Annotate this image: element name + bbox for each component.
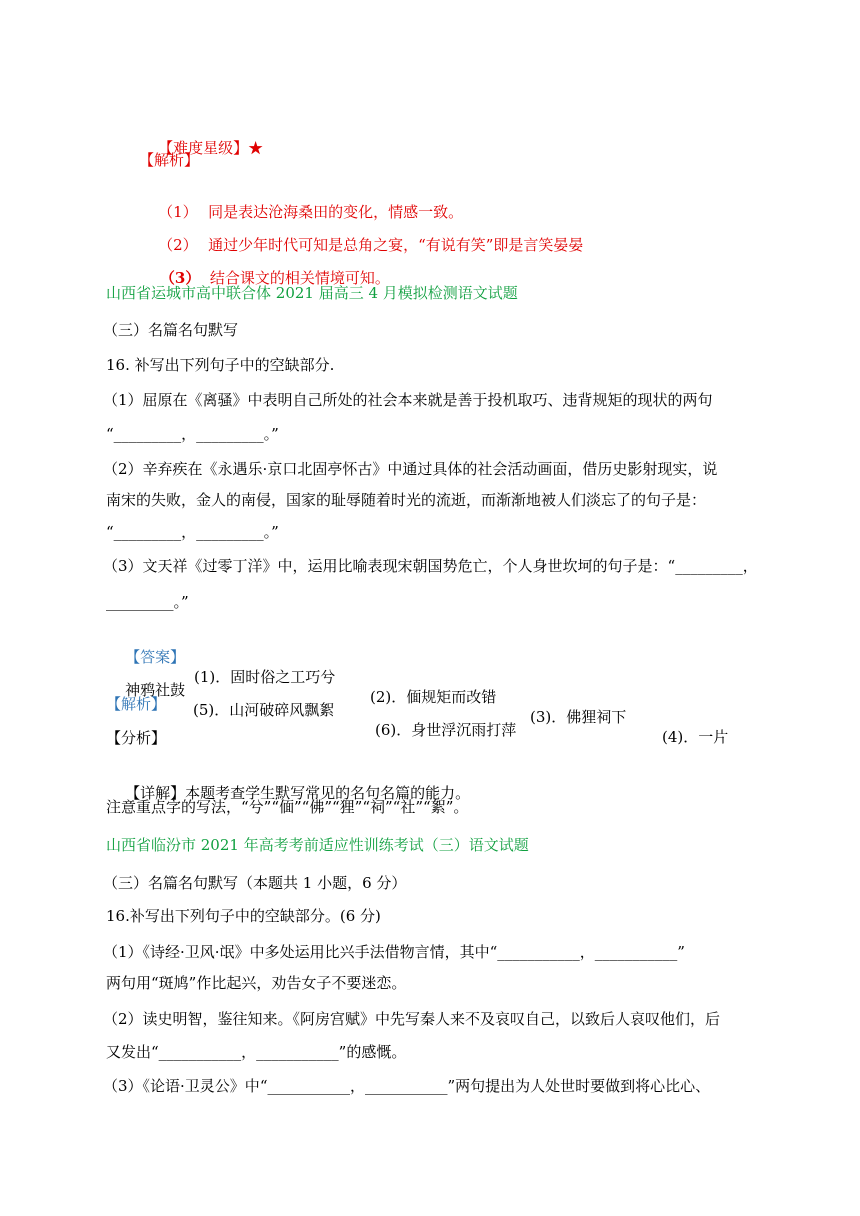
point-text: 同是表达沧海桑田的变化，情感一致。 <box>208 203 464 221</box>
answer-item: (3)．佛狸祠下 <box>530 708 627 726</box>
answer-item: (1)．固时俗之工巧兮 <box>194 668 336 686</box>
question-item-3-line1: （3）《论语·卫灵公》中“___________，___________”两句提出为人处世时要做到将心比心、 <box>103 1077 711 1095</box>
point-number: （2） <box>158 236 198 254</box>
exam-source-title: 山西省运城市高中联合体 2021 届高三 4 月模拟检测语文试题 <box>106 284 518 302</box>
question-item-2-line2: 又发出“___________，___________”的感慨。 <box>106 1043 407 1061</box>
question-item-2-line1: （2）读史明智，鉴往知来。《阿房宫赋》中先写秦人来不及哀叹自己，以致后人哀叹他们，后 <box>103 1010 721 1028</box>
question-item-2-line1: （2）辛弃疾在《永遇乐·京口北固亭怀古》中通过具体的社会活动画面，借历史影射现实，说 <box>103 460 718 478</box>
answer-item: (6)．身世浮沉雨打萍 <box>375 721 517 739</box>
star-icon: ★ <box>248 139 264 157</box>
question-item-3-blanks: _________。” <box>106 593 189 611</box>
difficulty-label: 【难度星级】 <box>158 139 249 157</box>
answer-item: (4)．一片 <box>662 728 729 746</box>
answer-item: 神鸦社鼓 <box>125 681 186 699</box>
question-item-1-line1: （1）《诗经·卫风·氓》中多处运用比兴手法借物言情，其中“___________，___________” <box>103 943 685 961</box>
section-heading: （三）名篇名句默写 <box>103 321 239 339</box>
exam-source-title: 山西省临汾市 2021 年高考考前适应性训练考试（三）语文试题 <box>106 836 529 854</box>
point-text: 通过少年时代可知是总角之宴，“有说有笑”即是言笑晏晏 <box>208 236 584 254</box>
detail-text: 本题考查学生默写常见的名句名篇的能力。 <box>185 784 471 802</box>
answer-label: 【答案】 <box>125 648 186 666</box>
question-item-1-line1: （1）屈原在《离骚》中表明自己所处的社会本来就是善于投机取巧、违背规矩的现状的两句 <box>103 391 713 409</box>
question-stem: 16. 补写出下列句子中的空缺部分. <box>106 356 335 374</box>
analysis-label: 【解析】 <box>139 151 200 169</box>
answer-item: (2)．偭规矩而改错 <box>370 688 497 706</box>
point-text: 结合课文的相关情境可知。 <box>209 269 390 287</box>
question-item-1-blanks: “_________，_________。” <box>106 425 279 443</box>
question-item-3-line1: （3）文天祥《过零丁洋》中，运用比喻表现宋朝国势危亡，个人身世坎坷的句子是：“_________， <box>103 557 758 575</box>
question-stem: 16.补写出下列句子中的空缺部分。(6 分) <box>106 907 381 925</box>
section-heading: （三）名篇名句默写（本题共 1 小题，6 分） <box>103 874 407 892</box>
analysis-heading: 【解析】 <box>106 695 167 713</box>
question-item-2-blanks: “_________，_________。” <box>106 523 279 541</box>
note-line: 注意重点字的写法，“兮”“偭”“佛”“狸”“祠”“社”“絮”。 <box>106 798 469 816</box>
detail-label: 【详解】 <box>125 784 186 802</box>
point-number: （1） <box>158 203 198 221</box>
question-item-2-line2: 南宋的失败，金人的南侵，国家的耻辱随着时光的流逝，而渐渐地被人们淡忘了的句子是： <box>106 491 707 509</box>
point-number: （3） <box>159 269 201 287</box>
question-item-1-line2: 两句用“斑鸠”作比起兴，劝告女子不要迷恋。 <box>106 974 407 992</box>
answer-item: (5)．山河破碎风飘絮 <box>193 701 335 719</box>
fenxi-heading: 【分析】 <box>106 729 167 747</box>
